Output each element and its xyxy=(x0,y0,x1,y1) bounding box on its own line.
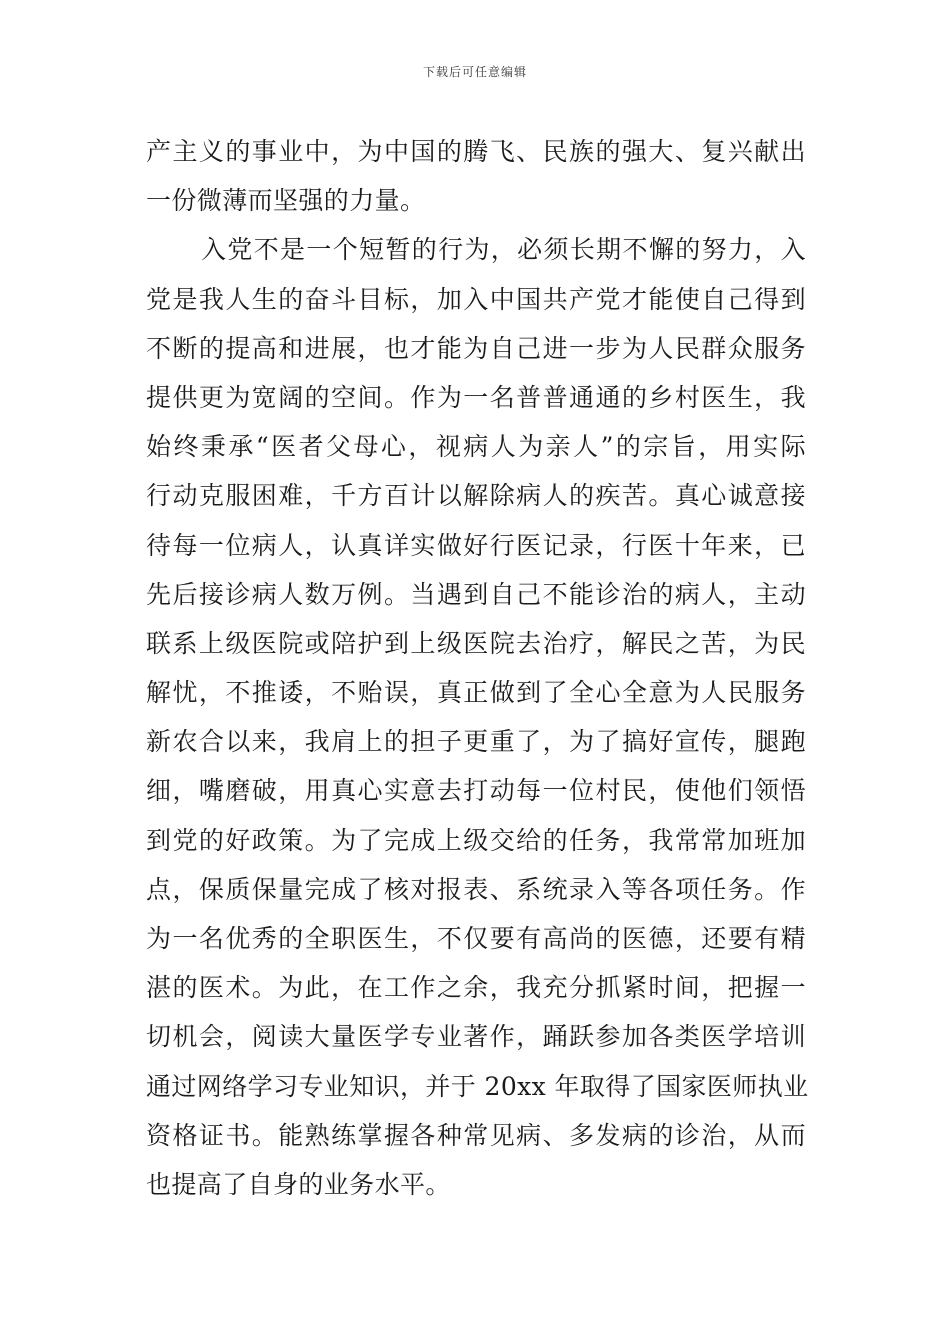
paragraph-first-line: 入党不是一个短暂的行为，必须长期不懈的努力，入 xyxy=(201,235,806,265)
text-line: 不断的提高和进展，也才能为自己进一步为人民群众服务 xyxy=(146,333,806,363)
text-line: 切机会，阅读大量医学专业著作，踊跃参加各类医学培训 xyxy=(146,1022,806,1052)
text-line: 到党的好政策。为了完成上级交给的任务，我常常加班加 xyxy=(146,825,806,855)
text-line: 行动克服困难，千方百计以解除病人的疾苦。真心诚意接 xyxy=(146,481,806,511)
text-line: 提供更为宽阔的空间。作为一名普普通通的乡村医生，我 xyxy=(146,382,806,412)
text-line: 新农合以来，我肩上的担子更重了，为了搞好宣传，腿跑 xyxy=(146,727,806,757)
text-line: 始终秉承“医者父母心，视病人为亲人”的宗旨，用实际 xyxy=(146,432,806,462)
text-line: 联系上级医院或陪护到上级医院去治疗，解民之苦，为民 xyxy=(146,628,806,658)
text-line: 通过网络学习专业知识，并于 20xx 年取得了国家医师执业 xyxy=(146,1071,809,1101)
text-line: 解忧，不推诿，不贻误，真正做到了全心全意为人民服务 xyxy=(146,678,806,708)
text-line: 待每一位病人，认真详实做好行医记录，行医十年来，已 xyxy=(146,530,806,560)
text-line: 为一名优秀的全职医生，不仅要有高尚的医德，还要有精 xyxy=(146,924,806,953)
text-line: 细，嘴磨破，用真心实意去打动每一位村民，使他们领悟 xyxy=(146,776,806,806)
text-line: 一份微薄而坚强的力量。 xyxy=(146,186,426,216)
text-line: 资格证书。能熟练掌握各种常见病、多发病的诊治，从而 xyxy=(146,1120,806,1150)
text-line: 先后接诊病人数万例。当遇到自己不能诊治的病人，主动 xyxy=(146,579,806,609)
text-line: 党是我人生的奋斗目标，加入中国共产党才能使自己得到 xyxy=(146,284,806,314)
page-header-note: 下载后可任意编辑 xyxy=(422,65,527,79)
text-line: 也提高了自身的业务水平。 xyxy=(146,1169,451,1199)
text-line: 产主义的事业中，为中国的腾飞、民族的强大、复兴献出 xyxy=(146,137,806,166)
text-line: 点，保质保量完成了核对报表、系统录入等各项任务。作 xyxy=(146,874,806,904)
body-text xyxy=(146,127,809,1209)
text-line: 湛的医术。为此，在工作之余，我充分抓紧时间，把握一 xyxy=(146,973,806,1003)
